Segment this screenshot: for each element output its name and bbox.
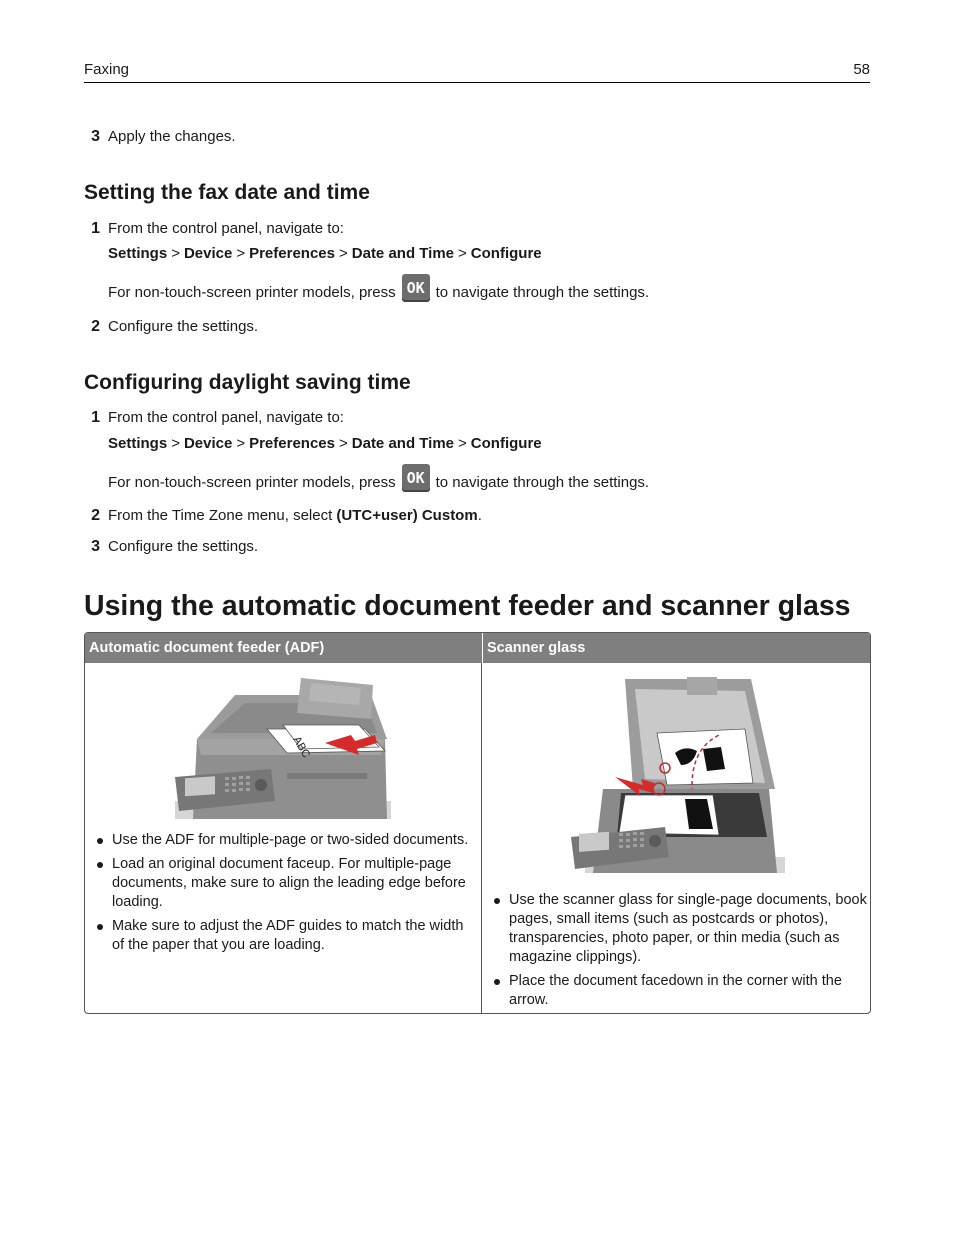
- step-text: Apply the changes.: [108, 128, 236, 145]
- adf-printer-illustration: [175, 673, 391, 819]
- page-header: [84, 61, 870, 83]
- path-item: Settings: [108, 245, 168, 262]
- list-item: Use the ADF for multiple-page or two-sided documents.: [96, 831, 478, 850]
- step-text: [108, 506, 482, 526]
- path-item: Date and Time: [351, 435, 455, 452]
- path-item: Device: [183, 245, 233, 262]
- path-item: Preferences: [249, 245, 335, 262]
- path-item: Date and Time: [351, 245, 455, 262]
- paper-text: ABC: [290, 734, 313, 761]
- scanner-glass-bullet-list: [493, 891, 867, 1014]
- note-text-after: to navigate through the settings.: [435, 283, 650, 301]
- column-header-scanner-glass: Scanner glass: [482, 633, 871, 663]
- step-number: 2: [91, 318, 100, 335]
- ok-button-icon: OK: [402, 274, 430, 302]
- list-item: Place the document facedown in the corner with the arrow.: [493, 972, 867, 1010]
- step-text: Configure the settings.: [108, 318, 259, 335]
- list-item: Load an original document faceup. For multiple-page documents, make sure to align the leading edge before loading.: [96, 855, 478, 912]
- step-text-after: .: [477, 507, 482, 524]
- main-heading: Using the automatic document feeder and scanner glass: [84, 590, 851, 622]
- ok-button-icon: OK: [402, 464, 430, 492]
- table-header-row: [85, 633, 870, 663]
- column-divider: [481, 663, 482, 1014]
- page-number: 58: [853, 61, 870, 78]
- scanner-glass-illustration: [563, 673, 787, 873]
- column-header-adf: Automatic document feeder (ADF): [89, 640, 325, 656]
- path-item: Device: [183, 435, 233, 452]
- step-text: Configure the settings.: [108, 538, 259, 555]
- path-item: Configure: [470, 245, 542, 262]
- step-text-before: From the Time Zone menu, select: [108, 507, 337, 524]
- navigation-path: Settings > Device > Preferences > Date and Time > Configure: [108, 435, 542, 452]
- path-item: Configure: [470, 435, 542, 452]
- step-number: 1: [91, 220, 100, 237]
- header-section-title: Faxing: [84, 61, 130, 78]
- step-text: From the control panel, navigate to:: [108, 220, 344, 237]
- note-text-before: For non-touch-screen printer models, press: [108, 283, 396, 301]
- list-item: Make sure to adjust the ADF guides to match the width of the paper that you are loading.: [96, 917, 478, 955]
- step-number: 2: [91, 507, 100, 524]
- section-heading-daylight-saving: Configuring daylight saving time: [84, 371, 411, 394]
- path-item: Settings: [108, 435, 168, 452]
- step-number: 1: [91, 409, 100, 426]
- section-heading-fax-date-time: Setting the fax date and time: [84, 181, 370, 204]
- step-number: 3: [91, 538, 100, 555]
- path-item: Preferences: [249, 435, 335, 452]
- non-touch-note: [108, 274, 649, 310]
- note-text-before: For non-touch-screen printer models, press: [108, 473, 396, 491]
- navigation-path: Settings > Device > Preferences > Date and Time > Configure: [108, 245, 542, 262]
- note-text-after: to navigate through the settings.: [435, 473, 650, 491]
- step-number: 3: [91, 128, 100, 145]
- comparison-table: [84, 632, 871, 1014]
- time-zone-option: (UTC+user) Custom: [336, 507, 478, 524]
- adf-bullet-list: [96, 831, 478, 960]
- step-text: From the control panel, navigate to:: [108, 409, 344, 426]
- non-touch-note: [108, 464, 649, 500]
- list-item: Use the scanner glass for single-page documents, book pages, small items (such as postcards or photos), transparencies, photo paper, or thin media (such as magazine clippings).: [493, 891, 867, 967]
